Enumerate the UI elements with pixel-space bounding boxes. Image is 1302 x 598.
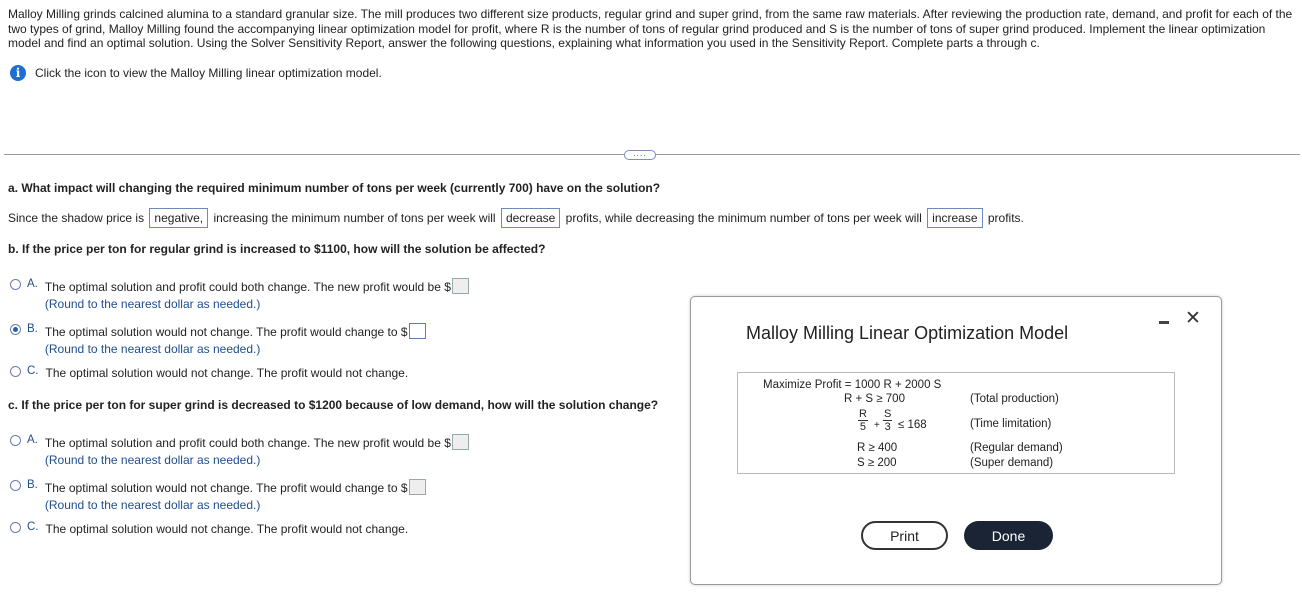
option-letter: B. [27, 323, 38, 335]
option-b-c[interactable] [10, 365, 408, 382]
model-dialog [690, 296, 1222, 585]
constraint-time-label: (Time limitation) [970, 418, 1052, 430]
option-c-a[interactable] [10, 434, 469, 469]
option-text: The optimal solution would not change. The profit would not change. [45, 366, 409, 380]
option-b-a[interactable] [10, 278, 469, 313]
close-icon[interactable]: ✕ [1185, 308, 1201, 329]
fraction-s-3: $\frac{S}{3}$ [884, 408, 892, 433]
problem-intro: Malloy Milling grinds calcined alumina to a standard granular size. The mill produces two different size products, regular grind and super grind, from the same raw materials. After reviewing the production rate, demand, and profit for each of the two types of grind, Malloy Milling found the accompanying linear optimization model for profit, where R is the number of tons of regular grind produced and S is the number of tons of super grind produced. Implement the linear optimization model and find an optimal solution. Using the Solver Sensitivity Report, answer the following questions, explaining what information you used in the Sensitivity Report. Complete parts a through c. [8, 7, 1293, 51]
radio-b-c[interactable] [10, 366, 21, 377]
option-text: The optimal solution would not change. The profit would change to $ [44, 481, 408, 495]
constraint-regular-label: (Regular demand) [970, 442, 1063, 454]
constraint-total: R + S ≥ 700 [844, 393, 905, 405]
answer-a-text-1: Since the shadow price is [8, 211, 145, 225]
answer-box-c-b [409, 479, 426, 495]
option-text: The optimal solution and profit could both change. The new profit would be $ [44, 280, 451, 294]
answer-a-text-3: profits, while decreasing the minimum number of tons per week will [565, 211, 922, 225]
answer-a-text-4: profits. [987, 211, 1024, 225]
constraint-super: S ≥ 200 [857, 457, 897, 469]
option-b-b[interactable] [10, 323, 426, 358]
radio-c-b[interactable] [10, 480, 21, 491]
option-c-c[interactable] [10, 521, 408, 538]
question-a: a. What impact will changing the required minimum number of tons per week (currently 700) have on the solution? [8, 181, 661, 195]
answer-input-b-b[interactable] [409, 323, 426, 339]
answer-box-c-a [452, 434, 469, 450]
round-hint: (Round to the nearest dollar as needed.) [44, 453, 261, 467]
dropdown-shadow-price[interactable]: negative, [149, 208, 208, 228]
question-c: c. If the price per ton for super grind is decreased to $1200 because of low demand, how will the solution change? [8, 398, 659, 412]
option-letter: B. [27, 479, 38, 491]
question-b: b. If the price per ton for regular grind is increased to $1100, how will the solution be affected? [8, 242, 546, 256]
objective: Maximize Profit = 1000 R + 2000 S [763, 379, 942, 391]
dialog-title: Malloy Milling Linear Optimization Model [746, 323, 1069, 343]
model-box [737, 372, 1175, 474]
radio-b-b-selected[interactable] [10, 324, 21, 335]
option-letter: C. [27, 365, 39, 377]
option-letter: C. [27, 521, 39, 533]
minimize-icon[interactable] [1159, 321, 1169, 324]
info-icon[interactable]: i [10, 65, 26, 81]
constraint-super-label: (Super demand) [970, 457, 1054, 469]
round-hint: (Round to the nearest dollar as needed.) [44, 297, 261, 311]
option-c-b[interactable] [10, 479, 426, 514]
constraint-regular: R ≥ 400 [857, 442, 898, 454]
plus-sign: + [874, 420, 880, 431]
dropdown-decrease-effect[interactable]: increase [927, 208, 982, 228]
info-link-text: Click the icon to view the Malloy Milling linear optimization model. [35, 66, 382, 80]
info-link-row [10, 65, 382, 81]
answer-a [8, 208, 1024, 228]
option-letter: A. [27, 278, 38, 290]
answer-a-text-2: increasing the minimum number of tons per week will [213, 211, 496, 225]
round-hint: (Round to the nearest dollar as needed.) [44, 498, 261, 512]
done-button[interactable]: Done [964, 521, 1053, 550]
answer-box-b-a [452, 278, 469, 294]
option-text: The optimal solution and profit could both change. The new profit would be $ [44, 436, 451, 450]
option-text: The optimal solution would not change. The profit would change to $ [44, 325, 408, 339]
radio-c-a[interactable] [10, 435, 21, 446]
constraint-time-rhs: ≤ 168 [898, 419, 927, 431]
fraction-r-5: $\frac{R}{5}$ [859, 408, 867, 433]
radio-c-c[interactable] [10, 522, 21, 533]
option-letter: A. [27, 434, 38, 446]
radio-b-a[interactable] [10, 279, 21, 290]
print-button[interactable]: Print [861, 521, 948, 550]
constraint-total-label: (Total production) [970, 393, 1059, 405]
round-hint: (Round to the nearest dollar as needed.) [44, 342, 261, 356]
option-text: The optimal solution would not change. The profit would not change. [45, 522, 409, 536]
dropdown-increase-effect[interactable]: decrease [501, 208, 560, 228]
expand-button[interactable]: .... [624, 150, 656, 160]
